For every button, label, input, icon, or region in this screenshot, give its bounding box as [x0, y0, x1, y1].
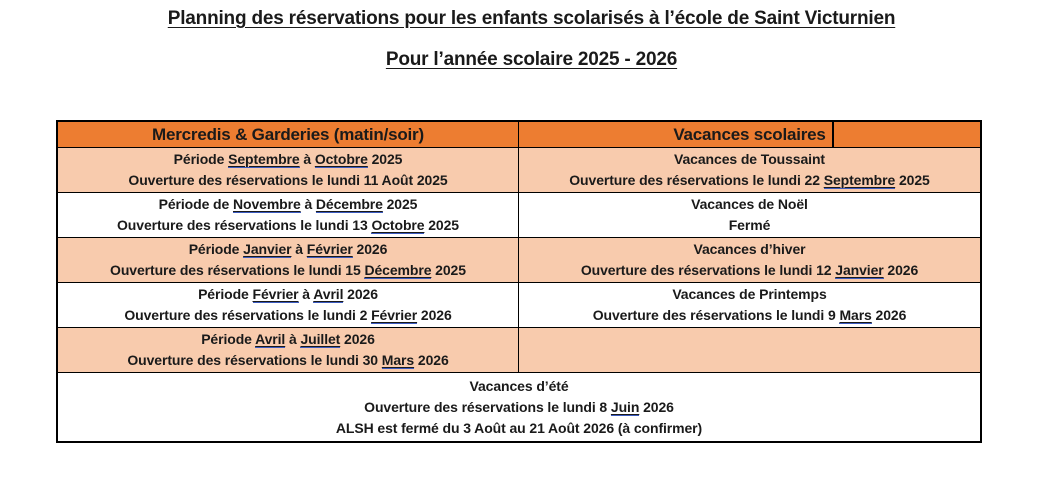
period-line: Période Avril à Juillet 2026 [201, 331, 375, 347]
opening-line: Ouverture des réservations le lundi 12 Janvier 2026 [580, 262, 919, 278]
period-cell [58, 193, 519, 237]
column-header-vacances-scolaires [519, 122, 980, 147]
vacation-line: Vacances de Toussaint [674, 151, 825, 167]
closure-line: ALSH est fermé du 3 Août au 21 Août 2026 (à confirmer) [335, 419, 703, 436]
vacation-line: Vacances d’été [469, 377, 569, 394]
summer-cell [58, 373, 980, 441]
period-line: Période Septembre à Octobre 2025 [173, 151, 403, 167]
table-row-novembre-decembre [58, 192, 980, 237]
opening-line: Ouverture des réservations le lundi 13 Octobre 2025 [117, 217, 459, 233]
table-row-janvier-fevrier [58, 237, 980, 282]
table-row-avril-juillet [58, 327, 980, 372]
table-row-septembre-octobre [58, 147, 980, 192]
column-header-mercredis-garderies: Mercredis & Garderies (matin/soir) [58, 122, 519, 147]
period-cell [58, 238, 519, 282]
planning-table [56, 120, 982, 443]
opening-line: Ouverture des réservations le lundi 30 Mars 2026 [127, 352, 449, 368]
opening-line: Ouverture des réservations le lundi 11 Août 2025 [128, 172, 448, 188]
vacation-line: Vacances de Noël [691, 196, 808, 212]
period-cell [58, 328, 519, 372]
period-line: Période de Novembre à Décembre 2025 [158, 196, 418, 212]
vacation-cell [519, 148, 980, 192]
vacation-cell [519, 283, 980, 327]
opening-line: Fermé [728, 217, 771, 233]
period-cell [58, 148, 519, 192]
table-row-vacances-ete [58, 372, 980, 441]
period-line: Période Janvier à Février 2026 [188, 241, 388, 257]
period-cell [58, 283, 519, 327]
vacation-line: Vacances de Printemps [672, 286, 827, 302]
page-title: Planning des réservations pour les enfants scolarisés à l’école de Saint Victurnien [167, 8, 896, 29]
opening-line: Ouverture des réservations le lundi 2 Février 2026 [124, 307, 452, 323]
opening-line: Ouverture des réservations le lundi 8 Juin 2026 [364, 398, 674, 415]
vacation-cell-empty [519, 328, 980, 372]
column-header-vacances-label: Vacances scolaires [673, 124, 826, 144]
vacation-cell [519, 193, 980, 237]
header-cell-divider [832, 122, 834, 147]
vacation-line: Vacances d’hiver [693, 241, 806, 257]
opening-line: Ouverture des réservations le lundi 15 Décembre 2025 [110, 262, 466, 278]
opening-line: Ouverture des réservations le lundi 9 Mars 2026 [592, 307, 907, 323]
period-line: Période Février à Avril 2026 [198, 286, 378, 302]
page-subtitle: Pour l’année scolaire 2025 - 2026 [385, 49, 678, 70]
table-row-fevrier-avril [58, 282, 980, 327]
vacation-cell [519, 238, 980, 282]
table-header-row [58, 122, 980, 147]
opening-line: Ouverture des réservations le lundi 22 Septembre 2025 [569, 172, 930, 188]
